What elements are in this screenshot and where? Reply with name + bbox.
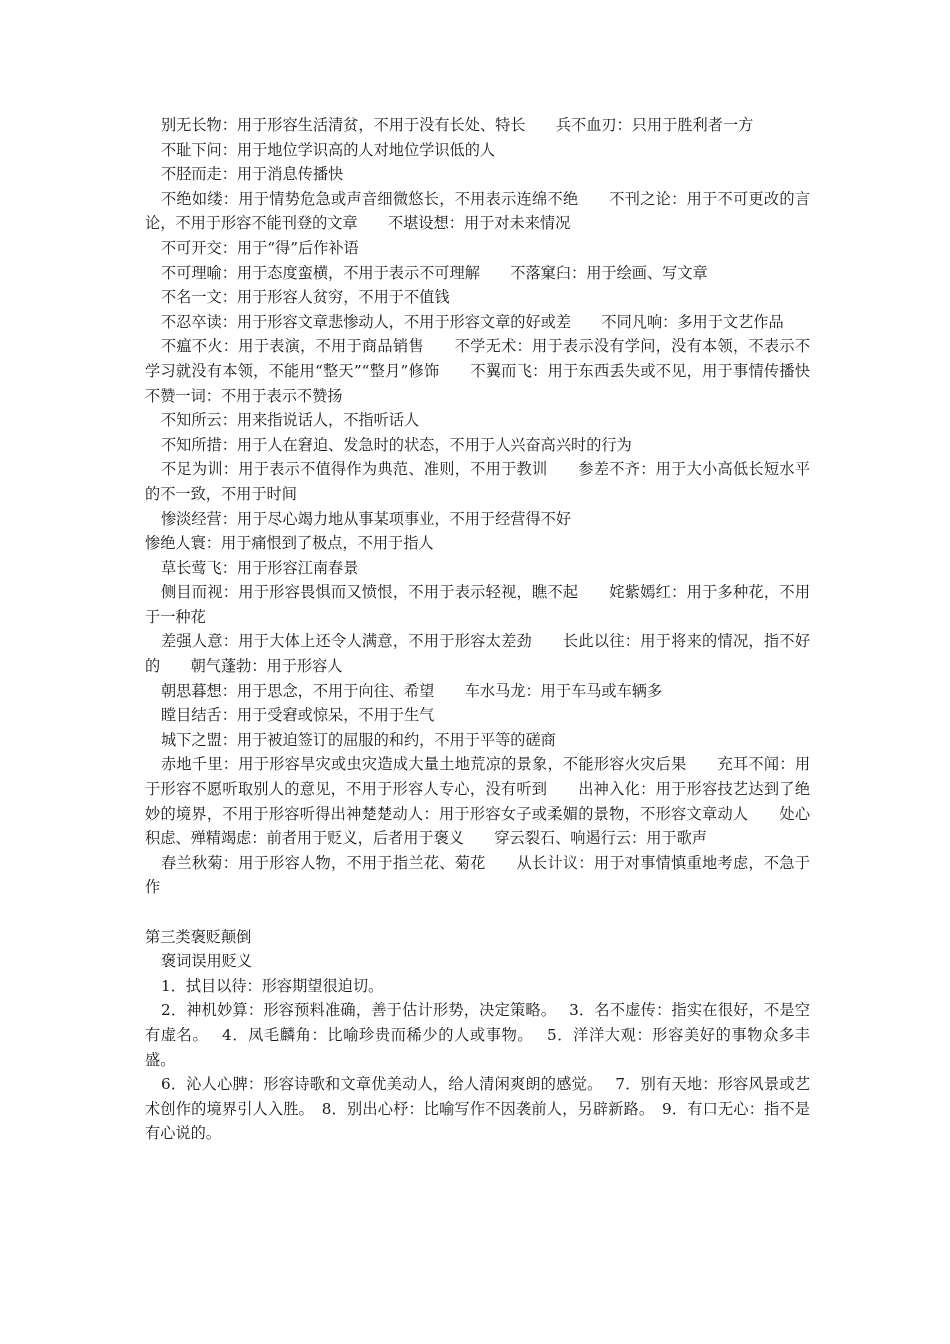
paragraph: 不瘟不火：用于表演，不用于商品销售 不学无术：用于表示没有学问，没有本领，不表示不学习就没有本领，不能用“整天”“整月”修饰 不翼而飞：用于东西丢失或不见，用于事情传播快 不赞一词：不用于表示不赞扬	[145, 337, 841, 405]
idiom-notes-section	[145, 113, 841, 900]
paragraph: 春兰秋菊：用于形容人物，不用于指兰花、菊花 从长计议：用于对事情慎重地考虑，不急于作	[145, 853, 810, 897]
paragraph: 不忍卒读：用于形容文章悲惨动人，不用于形容文章的好或差 不同凡响：多用于文艺作品	[160, 312, 784, 331]
document-body	[145, 113, 841, 1146]
paragraph: 差强人意：用于大体上还令人满意，不用于形容太差劲 长此以往：用于将来的情况，指不好的 朝气蓬勃：用于形容人	[145, 632, 810, 676]
paragraph: 6．沁人心脾：形容诗歌和文章优美动人，给人清闲爽朗的感觉。 7．别有天地：形容风景或艺术创作的境界引人入胜。 8．别出心杼：比喻写作不因袭前人，另辟新路。 9．有口无心：指不是有心说的。	[145, 1075, 810, 1143]
paragraph: 瞠目结舌：用于受窘或惊呆，不用于生气	[160, 706, 435, 725]
paragraph: 不可理喻：用于态度蛮横，不用于表示不可理解 不落窠臼：用于绘画、写文章	[160, 263, 708, 282]
paragraph: 2．神机妙算：形容预料准确，善于估计形势，决定策略。 3．名不虚传：指实在很好，不是空有虚名。 4．凤毛麟角：比喻珍贵而稀少的人或事物。 5．洋洋大观：形容美好的事物众多丰盛。	[145, 1001, 810, 1069]
paragraph: 不知所措：用于人在窘迫、发急时的状态，不用于人兴奋高兴时的行为	[160, 435, 632, 454]
praise-words-section	[145, 949, 810, 1146]
paragraph: 惨淡经营：用于尽心竭力地从事某项事业，不用于经营得不好	[160, 509, 572, 528]
paragraph: 褒词误用贬义	[160, 952, 253, 971]
paragraph: 不知所云：用来指说话人，不指听话人	[160, 411, 420, 430]
blank-line	[145, 900, 810, 925]
paragraph: 不耻下问：用于地位学识高的人对地位学识低的人	[160, 140, 496, 159]
paragraph: 朝思暮想：用于思念，不用于向往、希望 车水马龙：用于车马或车辆多	[160, 681, 663, 700]
paragraph: 不绝如缕：用于情势危急或声音细微悠长，不用表示连绵不绝 不刊之论：用于不可更改的言论，不用于形容不能刊登的文章 不堪设想：用于对未来情况	[145, 189, 810, 233]
paragraph: 1．拭目以待：形容期望很迫切。	[160, 976, 384, 995]
paragraph: 侧目而视：用于形容畏惧而又愤恨，不用于表示轻视，瞧不起 姹紫嫣红：用于多种花，不用于一种花	[145, 583, 810, 626]
paragraph: 不可开交：用于“得”后作补语	[160, 238, 359, 257]
section-heading: 第三类褒贬颠倒	[145, 927, 252, 946]
paragraph: 不胫而走：用于消息传播快	[160, 165, 344, 184]
paragraph: 草长莺飞：用于形容江南春景	[160, 558, 359, 577]
paragraph: 不名一文：用于形容人贫穷，不用于不值钱	[160, 288, 450, 307]
paragraph: 城下之盟：用于被迫签订的屈服的和约，不用于平等的磋商	[160, 730, 556, 749]
paragraph: 不足为训：用于表示不值得作为典范、准则，不用于教训 参差不齐：用于大小高低长短水平的不一致，不用于时间	[145, 460, 810, 503]
paragraph: 赤地千里：用于形容旱灾或虫灾造成大量土地荒凉的景象，不能形容火灾后果 充耳不闻：用于形容不愿听取别人的意见，不用于形容人专心，没有听到 出神入化：用于形容技艺达到了绝妙的境界，不用于形容听得出神楚楚动人：用于形容女子或柔媚的景物，不形容文章动人 处心积虑、殚精竭虑：前者用于贬义，后者用于褒义 穿云裂石、响遏行云：用于歌声	[145, 755, 810, 848]
paragraph: 别无长物：用于形容生活清贫，不用于没有长处、特长 兵不血刃：只用于胜利者一方	[160, 116, 754, 134]
paragraph: 惨绝人寰：用于痛恨到了极点，不用于指人	[145, 534, 434, 553]
